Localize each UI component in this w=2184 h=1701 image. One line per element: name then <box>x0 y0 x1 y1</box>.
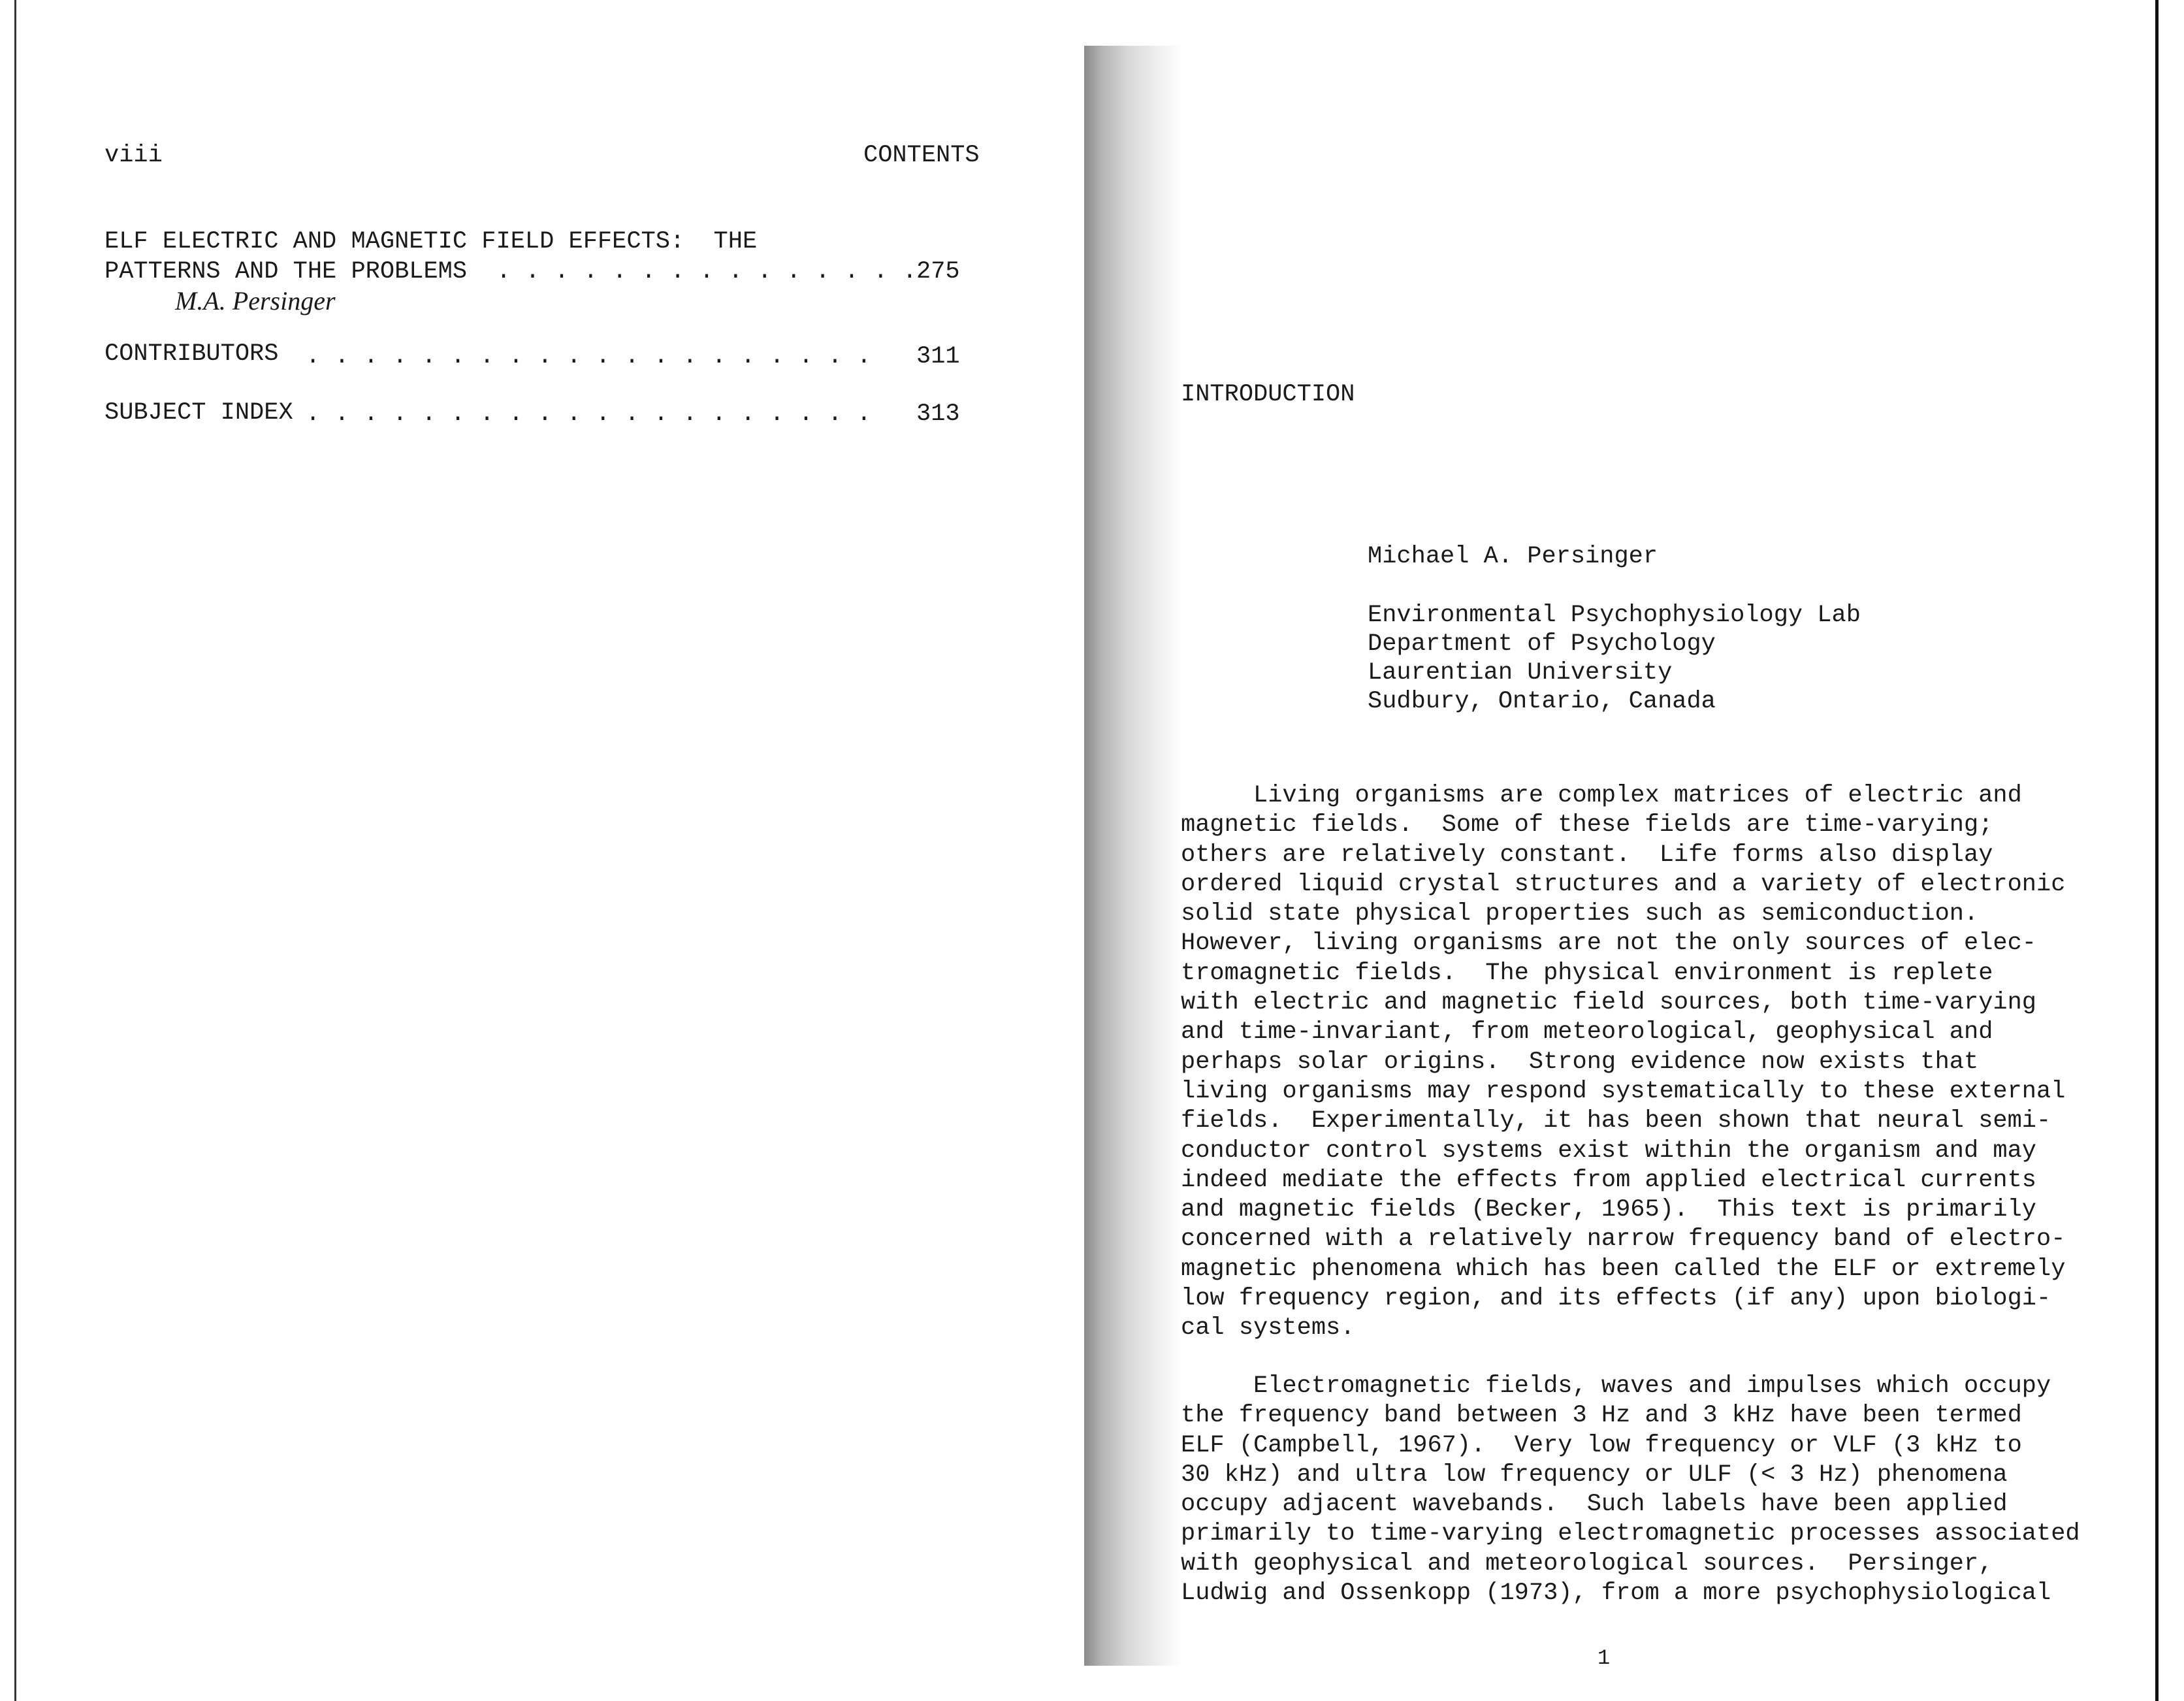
right-page-number: 1 <box>1598 1646 1611 1670</box>
toc-entry-author: M.A. Persinger <box>175 286 336 316</box>
running-head: CONTENTS <box>863 142 980 169</box>
body-paragraph-2 <box>1181 1372 2108 1608</box>
text-line: However, living organisms are not the only sources of elec- <box>1181 930 2037 958</box>
affiliation-line-2: Department of Psychology <box>1368 630 1716 658</box>
chapter-author: Michael A. Persinger <box>1368 543 1658 570</box>
text-line: living organisms may respond systematically to these external <box>1181 1077 2066 1105</box>
toc-entry-title: SUBJECT INDEX <box>104 399 293 427</box>
text-line: fields. Experimentally, it has been shown that neural semi- <box>1181 1107 2051 1135</box>
affiliation-line-4: Sudbury, Ontario, Canada <box>1368 688 1716 715</box>
text-line: cal systems. <box>1181 1314 1355 1342</box>
toc-page-number: 313 <box>916 400 960 428</box>
text-line: tromagnetic fields. The physical environment is replete <box>1181 959 1993 987</box>
text-line: concerned with a relatively narrow frequency band of electro- <box>1181 1225 2066 1254</box>
text-line: magnetic phenomena which has been called the ELF or extremely <box>1181 1255 2066 1283</box>
toc-page-number: 311 <box>916 343 960 370</box>
text-line: with geophysical and meteorological sources. Persinger, <box>1181 1549 1993 1578</box>
left-page-number: viii <box>104 142 163 169</box>
affiliation-line-3: Laurentian University <box>1368 659 1673 687</box>
toc-entry-title-line-2: PATTERNS AND THE PROBLEMS <box>104 258 468 285</box>
text-line: solid state physical properties such as semiconduction. <box>1181 900 1979 928</box>
text-line: Living organisms are complex matrices of electric and <box>1181 782 2022 809</box>
text-line: conductor control systems exist within the organism and may <box>1181 1137 2037 1165</box>
text-line: 30 kHz) and ultra low frequency or ULF (< 3 Hz) phenomena <box>1181 1461 2008 1489</box>
text-line: Ludwig and Ossenkopp (1973), from a more psychophysiological <box>1181 1580 2051 1608</box>
toc-entry-title: CONTRIBUTORS <box>104 340 279 368</box>
right-page-edge <box>2155 0 2159 1701</box>
toc-entry-title-line-1: ELF ELECTRIC AND MAGNETIC FIELD EFFECTS: THE <box>104 228 758 255</box>
text-line: low frequency region, and its effects (if any) upon biologi- <box>1181 1285 2051 1313</box>
text-line: and magnetic fields (Becker, 1965). This text is primarily <box>1181 1196 2037 1224</box>
body-paragraph-1 <box>1181 781 2108 1344</box>
text-line: with electric and magnetic field sources, both time-varying <box>1181 989 2037 1017</box>
text-line: others are relatively constant. Life forms also display <box>1181 841 1993 869</box>
text-line: Electromagnetic fields, waves and impulses which occupy <box>1181 1372 2051 1400</box>
text-line: occupy adjacent wavebands. Such labels have been applied <box>1181 1491 2008 1519</box>
text-line: and time-invariant, from meteorological, geophysical and <box>1181 1018 1993 1046</box>
text-line: the frequency band between 3 Hz and 3 kHz have been termed <box>1181 1402 2022 1430</box>
text-line: primarily to time-varying electromagnetic processes associated <box>1181 1520 2080 1548</box>
affiliation-line-1: Environmental Psychophysiology Lab <box>1368 602 1861 629</box>
text-line: ordered liquid crystal structures and a variety of electronic <box>1181 870 2066 898</box>
toc-leader-dots: . . . . . . . . . . . . . . . . . . . . <box>306 343 871 370</box>
toc-leader-dots: . . . . . . . . . . . . . . . <box>496 258 917 285</box>
text-line: magnetic fields. Some of these fields are time-varying; <box>1181 811 1993 839</box>
text-line: indeed mediate the effects from applied electrical currents <box>1181 1166 2037 1194</box>
text-line: perhaps solar origins. Strong evidence now exists that <box>1181 1048 1979 1076</box>
toc-leader-dots: . . . . . . . . . . . . . . . . . . . . <box>306 400 871 428</box>
left-page <box>0 0 1078 1701</box>
chapter-heading: INTRODUCTION <box>1181 381 1355 408</box>
text-line: ELF (Campbell, 1967). Very low frequency or VLF (3 kHz to <box>1181 1431 2022 1459</box>
toc-page-number: 275 <box>916 258 960 285</box>
